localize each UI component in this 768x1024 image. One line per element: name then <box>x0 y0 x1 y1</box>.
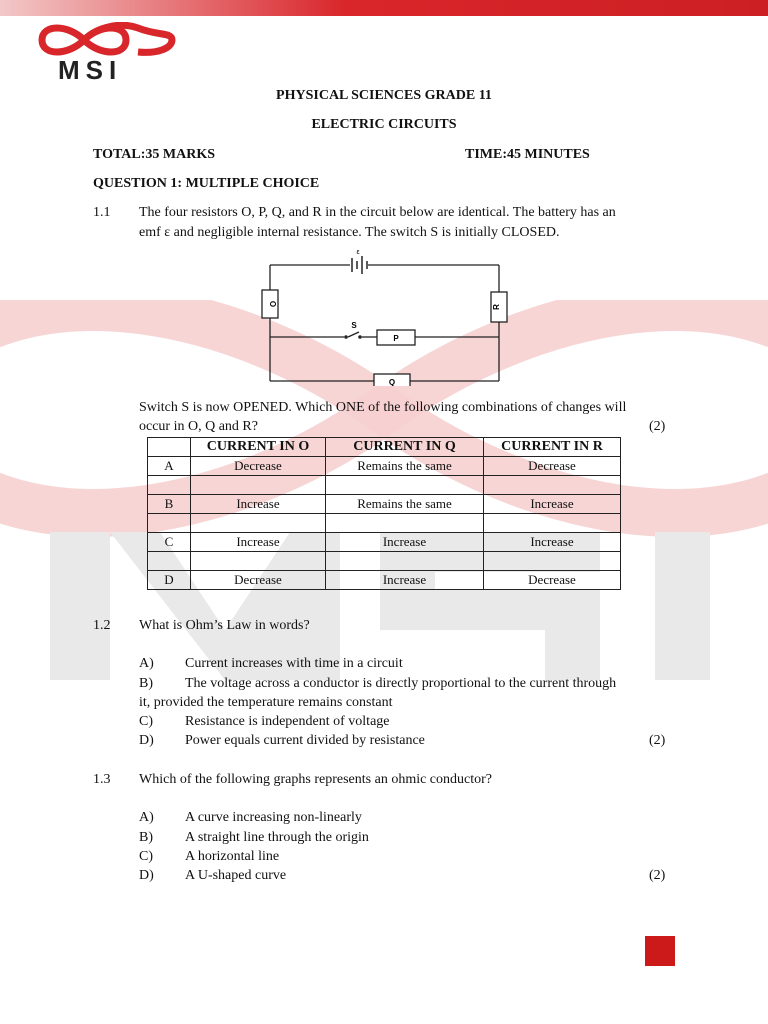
option-text: A straight line through the origin <box>185 830 369 845</box>
logo-text: MSI <box>58 55 123 82</box>
question-number: 1.3 <box>93 772 111 787</box>
question-text-line: Switch S is now OPENED. Which ONE of the following combinations of changes will <box>139 400 627 415</box>
logo-sqrt-symbol: √x <box>133 35 144 47</box>
option-label: B) <box>139 830 153 845</box>
option-text: The voltage across a conductor is directly proportional to the current through <box>185 676 617 691</box>
resistor-o-label: O <box>268 300 277 308</box>
table-cell: C <box>148 533 191 552</box>
table-spacer-row <box>148 514 621 533</box>
table-cell: Decrease <box>484 571 621 590</box>
resistor-q-label: Q <box>388 378 396 386</box>
question-number: 1.1 <box>93 205 111 220</box>
table-spacer-row <box>148 476 621 495</box>
emf-label: ε <box>356 249 360 256</box>
question-number: 1.2 <box>93 618 111 633</box>
table-header-cell <box>148 438 191 457</box>
table-cell: Increase <box>326 571 484 590</box>
option-label: A) <box>139 810 154 825</box>
table-spacer-row <box>148 552 621 571</box>
question-text-line: Which of the following graphs represents an ohmic conductor? <box>139 772 493 787</box>
table-header-row <box>148 438 621 457</box>
top-red-bar <box>0 0 768 16</box>
section-heading: QUESTION 1: MULTIPLE CHOICE <box>93 176 320 191</box>
option-label: A) <box>139 656 154 671</box>
marks-label: (2) <box>649 733 666 748</box>
table-cell: Decrease <box>191 571 326 590</box>
resistor-r-label: R <box>492 304 501 310</box>
option-text: Current increases with time in a circuit <box>185 656 403 671</box>
page-title: PHYSICAL SCIENCES GRADE 11 <box>276 88 492 103</box>
option-text: Resistance is independent of voltage <box>185 714 390 729</box>
table-cell: Remains the same <box>326 495 484 514</box>
marks-label: (2) <box>649 868 666 883</box>
question-text-line: occur in O, Q and R? <box>139 419 258 434</box>
option-label: D) <box>139 733 154 748</box>
option-label: D) <box>139 868 154 883</box>
table-cell: Decrease <box>191 457 326 476</box>
table-header-cell: CURRENT IN Q <box>326 438 484 457</box>
table-cell: B <box>148 495 191 514</box>
table-row <box>148 571 621 590</box>
table-cell: D <box>148 571 191 590</box>
table-row <box>148 495 621 514</box>
table-cell: Decrease <box>484 457 621 476</box>
total-marks: TOTAL:35 MARKS <box>93 147 215 162</box>
table-cell: Increase <box>484 533 621 552</box>
option-label: C) <box>139 849 153 864</box>
table-cell: Increase <box>191 495 326 514</box>
table-cell: A <box>148 457 191 476</box>
option-text: A curve increasing non-linearly <box>185 810 362 825</box>
option-label: B) <box>139 676 153 691</box>
table-row <box>148 533 621 552</box>
table-row <box>148 457 621 476</box>
option-label: C) <box>139 714 153 729</box>
marks-label: (2) <box>649 419 666 434</box>
page-subtitle: ELECTRIC CIRCUITS <box>311 117 457 132</box>
option-text: it, provided the temperature remains constant <box>139 695 393 710</box>
table-cell: Increase <box>484 495 621 514</box>
table-header-cell: CURRENT IN O <box>191 438 326 457</box>
circuit-diagram <box>258 244 518 386</box>
table-cell: Remains the same <box>326 457 484 476</box>
table-cell: Increase <box>191 533 326 552</box>
question-text-line: emf ε and negligible internal resistance. The switch S is initially CLOSED. <box>139 225 560 240</box>
option-text: Power equals current divided by resistance <box>185 733 425 748</box>
option-text: A U-shaped curve <box>185 868 287 883</box>
msi-logo <box>38 22 180 82</box>
option-text: A horizontal line <box>185 849 280 864</box>
answer-table <box>147 437 621 590</box>
table-header-cell: CURRENT IN R <box>484 438 621 457</box>
page-corner-marker <box>645 936 675 966</box>
switch-label: S <box>351 321 357 330</box>
time-allowed: TIME:45 MINUTES <box>465 147 590 162</box>
resistor-p-label: P <box>393 334 399 343</box>
question-text-line: The four resistors O, P, Q, and R in the circuit below are identical. The battery has an <box>139 205 616 220</box>
table-cell: Increase <box>326 533 484 552</box>
question-text-line: What is Ohm’s Law in words? <box>139 618 310 633</box>
